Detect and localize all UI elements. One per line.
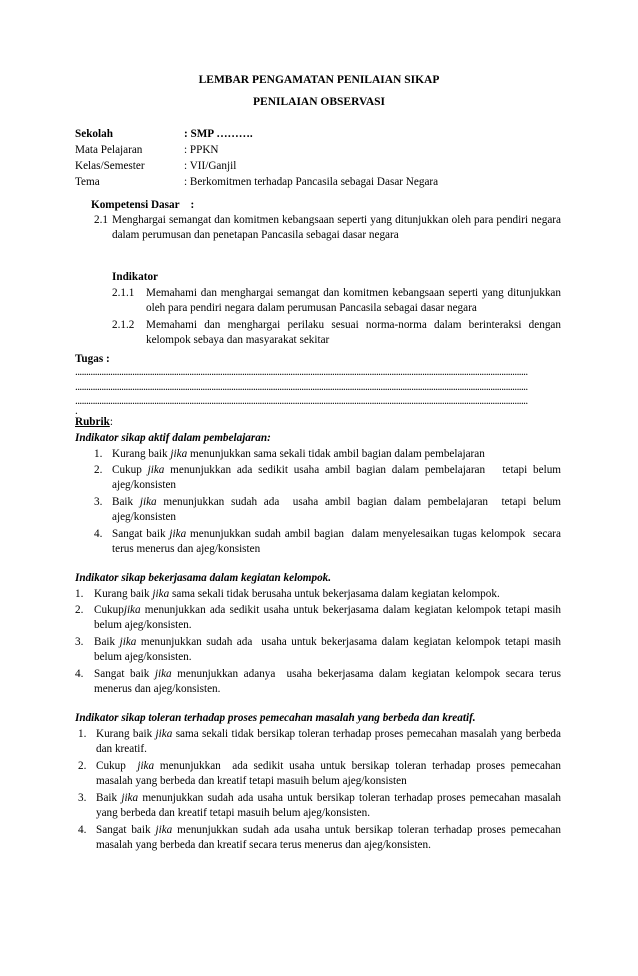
rubrik-s2-item-4-post: menunjukkan adanya usaha bekerjasama dalam kegiatan kelompok secara terus menerus dan ajeg/konsisten. [94,668,564,696]
meta-label-tema: Tema [75,176,100,188]
rubrik-s1-item-2 [112,463,564,493]
rubrik-section-1-heading: Indikator sikap aktif dalam pembelajaran: [75,432,271,444]
rubrik-s3-item-3-pre: Baik [96,792,122,804]
rubrik-s3-item-2-post: menunjukkan ada sedikit usaha untuk bersikap toleran terhadap proses pemecahan masalah yang berbeda dan kreatif tetapi masuih belum ajeg/konsisten [96,760,564,788]
indikator-number-1: 2.1.1 [112,287,135,299]
kd-heading: Kompetensi Dasar : [91,199,195,211]
rubrik-s1-item-4-em: jika [169,528,187,540]
document-title: LEMBAR PENGAMATAN PENILAIAN SIKAP [198,74,440,86]
rubrik-s2-item-1-em: jika [152,588,170,600]
rubrik-s1-num-3: 3. [94,496,103,508]
meta-value-kelas: : VII/Ganjil [184,160,237,172]
meta-label-mapel: Mata Pelajaran [75,144,143,156]
rubrik-s3-item-2-pre: Cukup [96,760,138,772]
rubrik-s2-item-2-em: jika [123,604,141,616]
rubrik-s3-item-2 [96,759,564,789]
rubrik-s1-item-4 [112,527,564,557]
tugas-answer-line-3: .............................................................................................................................................................................................................. [75,395,528,407]
rubrik-s3-item-3-post: menunjukkan sudah ada usaha untuk bersikap toleran terhadap proses pemecahan masalah yang berbeda dan kreatif tetapi masuih belum ajeg/konsisten. [96,792,564,820]
indikator-number-2: 2.1.2 [112,319,135,331]
meta-value-sekolah: : SMP ………. [184,128,253,140]
rubrik-label-text: Rubrik [75,416,110,428]
kd-text: Menghargai semangat dan komitmen kebangsaan seperti yang ditunjukkan oleh para pendiri negara dalam perumusan dan penetapan Pancasila sebagai dasar negara [112,214,561,242]
rubrik-s2-num-3: 3. [75,636,84,648]
rubrik-s3-item-3-em: jika [121,792,139,804]
rubrik-label [75,415,113,430]
rubrik-s3-item-1-post: sama sekali tidak bersikap toleran terhadap proses pemecahan masalah yang berbeda dan kreatif. [96,728,564,756]
rubrik-s1-num-1: 1. [94,448,103,460]
rubrik-s1-item-3-em: jika [139,496,157,508]
tugas-answer-line-1: .............................................................................................................................................................................................................. [75,366,528,378]
meta-value-mapel: : PPKN [184,144,219,156]
rubrik-s1-num-2: 2. [94,464,103,476]
rubrik-s1-item-2-em: jika [147,464,165,476]
tugas-answer-line-2: .............................................................................................................................................................................................................. [75,381,528,393]
rubrik-s1-item-3-pre: Baik [112,496,140,508]
rubrik-s2-item-1-pre: Kurang baik [94,588,153,600]
rubrik-s2-item-4 [94,667,564,697]
indikator-heading: Indikator [112,271,159,283]
rubrik-s3-num-3: 3. [78,792,87,804]
meta-label-kelas: Kelas/Semester [75,160,145,172]
rubrik-s3-item-4-em: jika [155,824,173,836]
document-subtitle: PENILAIAN OBSERVASI [253,96,385,108]
rubrik-s1-item-2-post: menunjukkan ada sedikit usaha ambil bagian dalam pembelajaran tetapi belum ajeg/konsisten [112,464,564,492]
rubrik-s2-num-2: 2. [75,604,84,616]
rubrik-s2-item-3 [94,635,564,665]
rubrik-s3-item-3 [96,791,564,821]
rubrik-s3-item-4 [96,823,564,853]
rubrik-s3-item-1 [96,727,564,757]
rubrik-s3-item-4-pre: Sangat baik [96,824,156,836]
rubrik-s3-num-4: 4. [78,824,87,836]
rubrik-s2-num-1: 1. [75,588,84,600]
meta-value-tema: : Berkomitmen terhadap Pancasila sebagai Dasar Negara [184,176,439,188]
rubrik-s1-item-4-pre: Sangat baik [112,528,170,540]
rubrik-s1-item-1 [112,447,561,462]
rubrik-s1-item-2-pre: Cukup [112,464,148,476]
rubrik-s3-item-4-post: menunjukkan sudah ada usaha untuk bersikap toleran terhadap proses pemecahan masalah yang berbeda dan kreatif secara terus menerus dan ajeg/konsisten. [96,824,564,852]
rubrik-s1-item-1-em: jika [170,448,188,460]
indikator-text-2: Memahami dan menghargai perilaku sesuai norma-norma dalam berinteraksi dengan kelompok sebaya dan masyarakat sekitar [146,319,561,347]
tugas-label: Tugas : [75,353,110,365]
rubrik-s1-item-1-post: menunjukkan sama sekali tidak ambil bagian dalam pembelajaran [187,448,485,460]
rubrik-s3-item-1-pre: Kurang baik [96,728,156,740]
rubrik-s2-item-4-em: jika [154,668,172,680]
rubrik-section-3-heading: Indikator sikap toleran terhadap proses pemecahan masalah yang berbeda dan kreatif. [75,712,476,724]
rubrik-s2-item-3-pre: Baik [94,636,120,648]
kd-number: 2.1 [94,214,108,226]
rubrik-s1-item-3 [112,495,564,525]
indikator-text-1: Memahami dan menghargai semangat dan komitmen kebangsaan seperti yang ditunjukkan oleh para pendiri negara dalam perumusan Pancasila sebagai dasar negara [146,287,561,315]
rubrik-s3-item-1-em: jika [155,728,173,740]
rubrik-s1-item-3-post: menunjukkan sudah ada usaha ambil bagian dalam pembelajaran tetapi belum ajeg/konsisten [112,496,564,524]
rubrik-s2-num-4: 4. [75,668,84,680]
rubrik-s2-item-2-pre: Cukup [94,604,124,616]
rubrik-s2-item-1-post: sama sekali tidak berusaha untuk bekerjasama dalam kegiatan kelompok. [169,588,500,600]
rubrik-s2-item-4-pre: Sangat baik [94,668,155,680]
rubrik-s3-num-2: 2. [78,760,87,772]
meta-label-sekolah: Sekolah [75,128,113,140]
rubrik-s2-item-3-post: menunjukkan sudah ada usaha untuk bekerjasama dalam kegiatan kelompok tetapi masih belum ajeg/konsisten. [94,636,564,664]
rubrik-s1-num-4: 4. [94,528,103,540]
rubrik-s2-item-2 [94,603,564,633]
rubrik-s3-item-2-em: jika [137,760,155,772]
tugas-end-dot: . [75,405,78,417]
rubrik-s2-item-3-em: jika [119,636,137,648]
rubrik-section-2-heading: Indikator sikap bekerjasama dalam kegiatan kelompok. [75,572,332,584]
rubrik-s2-item-2-post: menunjukkan ada sedikit usaha untuk bekerjasama dalam kegiatan kelompok tetapi masih belum ajeg/konsisten. [94,604,564,632]
rubrik-s2-item-1 [94,587,561,602]
rubrik-colon: : [109,416,113,428]
rubrik-s3-num-1: 1. [78,728,87,740]
rubrik-s1-item-1-pre: Kurang baik [112,448,171,460]
rubrik-s1-item-4-post: menunjukkan sudah ambil bagian dalam menyelesaikan tugas kelompok secara terus menerus dan ajeg/konsisten [112,528,564,556]
